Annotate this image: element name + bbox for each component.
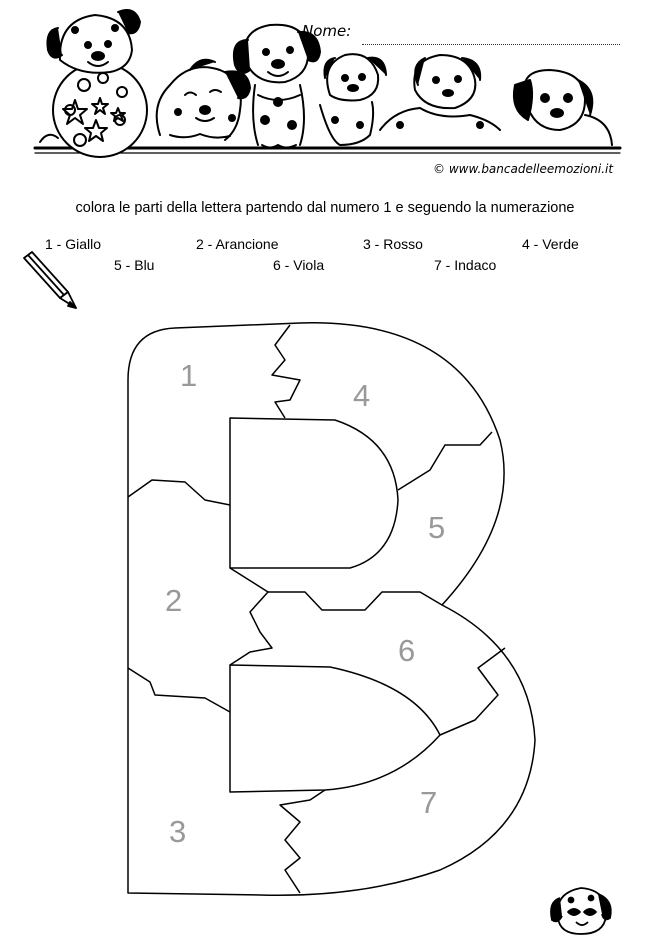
legend-item-viola: 6 - Viola (273, 257, 325, 273)
puppy-right (514, 70, 612, 145)
legend-item-verde: 4 - Verde (522, 236, 579, 252)
name-label: Nome: (302, 22, 352, 40)
region-number-3: 3 (169, 814, 187, 849)
legend-item-blu: 5 - Blu (114, 257, 155, 273)
region-number-1: 1 (180, 358, 198, 393)
letter-b-puzzle (0, 300, 650, 910)
legend-item-giallo: 1 - Giallo (45, 236, 102, 252)
legend-item-rosso: 3 - Rosso (363, 236, 423, 252)
dalmatian-puppy-icon (546, 878, 616, 938)
letter-b-outline (128, 323, 535, 895)
website-credit (433, 162, 613, 176)
puppy-lying-right (380, 55, 500, 130)
puppy-with-ball (40, 10, 147, 157)
bottom-counter (230, 665, 440, 792)
website-url: www.bancadelleemozioni.it (448, 162, 614, 176)
instruction-text: colora le parti della lettera partendo dal numero 1 e seguendo la numerazione (75, 200, 575, 216)
region-number-2: 2 (165, 583, 183, 618)
region-number-6: 6 (398, 633, 416, 668)
region-number-4: 4 (353, 378, 371, 413)
region-number-5: 5 (428, 510, 446, 545)
region-number-7: 7 (420, 785, 438, 820)
legend-item-arancione: 2 - Arancione (196, 236, 279, 252)
name-field-line[interactable] (362, 44, 620, 45)
legend-item-indaco: 7 - Indaco (434, 257, 497, 273)
puppy-sitting (320, 54, 386, 145)
top-counter (230, 418, 398, 568)
copyright-symbol: © (433, 162, 445, 176)
puppy-lying (157, 60, 250, 140)
